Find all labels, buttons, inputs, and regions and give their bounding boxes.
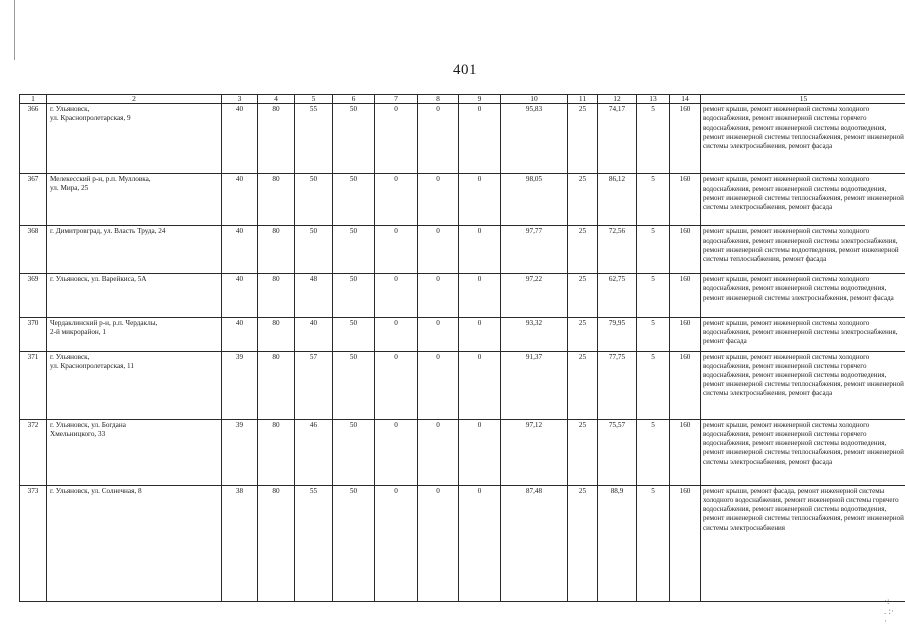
criterion-9-cell: 0 <box>459 174 501 226</box>
row-number: 373 <box>20 485 47 601</box>
address-line: 2-й микрорайон, 1 <box>50 328 106 336</box>
table-row <box>20 274 905 318</box>
criterion-11-cell: 25 <box>568 226 598 274</box>
criterion-7-cell: 0 <box>375 485 418 601</box>
criterion-3-cell: 39 <box>222 351 258 419</box>
address-cell <box>47 226 222 274</box>
criterion-6-cell: 50 <box>333 351 375 419</box>
table-row <box>20 485 905 601</box>
criterion-8-cell: 0 <box>418 104 459 174</box>
criterion-7-cell: 0 <box>375 274 418 318</box>
criterion-14-cell: 160 <box>670 104 701 174</box>
criterion-7-cell: 0 <box>375 317 418 351</box>
criterion-13-cell: 5 <box>637 351 670 419</box>
address-cell <box>47 485 222 601</box>
criterion-11-cell: 25 <box>568 104 598 174</box>
criterion-4-cell: 80 <box>258 317 295 351</box>
criterion-10-cell: 98,05 <box>501 174 568 226</box>
address-line: г. Ульяновск, <box>50 105 90 114</box>
column-number-8: 8 <box>418 95 459 104</box>
criterion-9-cell: 0 <box>459 317 501 351</box>
scan-noise: ·: . :· · <box>884 596 894 626</box>
criterion-8-cell: 0 <box>418 351 459 419</box>
criterion-12-cell: 74,17 <box>598 104 637 174</box>
row-number: 371 <box>20 351 47 419</box>
criterion-10-cell: 97,22 <box>501 274 568 318</box>
table-row <box>20 226 905 274</box>
criterion-4-cell: 80 <box>258 174 295 226</box>
page-number: 401 <box>453 62 477 78</box>
criterion-5-cell: 50 <box>295 174 333 226</box>
criterion-9-cell: 0 <box>459 274 501 318</box>
column-number-10: 10 <box>501 95 568 104</box>
criterion-8-cell: 0 <box>418 174 459 226</box>
criterion-13-cell: 5 <box>637 317 670 351</box>
criterion-11-cell: 25 <box>568 485 598 601</box>
criterion-6-cell: 50 <box>333 485 375 601</box>
criterion-9-cell: 0 <box>459 104 501 174</box>
criterion-7-cell: 0 <box>375 104 418 174</box>
table-row <box>20 351 905 419</box>
criterion-14-cell: 160 <box>670 226 701 274</box>
column-number-2: 2 <box>47 95 222 104</box>
criterion-14-cell: 160 <box>670 485 701 601</box>
criterion-5-cell: 55 <box>295 485 333 601</box>
criterion-9-cell: 0 <box>459 419 501 485</box>
criterion-5-cell: 50 <box>295 226 333 274</box>
address-cell <box>47 104 222 174</box>
criterion-6-cell: 50 <box>333 104 375 174</box>
criterion-4-cell: 80 <box>258 104 295 174</box>
criterion-14-cell: 160 <box>670 274 701 318</box>
works-list-cell: ремонт крыши, ремонт инженерной системы холодного водоснабжения, ремонт инженерной системы горячего водоснабжения, ремонт инженерной системы водоотведения, ремонт инженерной системы теплоснабжения, ремонт инженерной системы электроснабжения, ремонт фасада <box>701 104 905 174</box>
criterion-3-cell: 38 <box>222 485 258 601</box>
column-number-3: 3 <box>222 95 258 104</box>
address-line: ул. Мира, 25 <box>50 184 89 193</box>
criterion-10-cell: 93,32 <box>501 317 568 351</box>
criterion-5-cell: 55 <box>295 104 333 174</box>
criterion-5-cell: 46 <box>295 419 333 485</box>
criterion-5-cell: 40 <box>295 317 333 351</box>
works-list-cell: ремонт крыши, ремонт инженерной системы холодного водоснабжения, ремонт инженерной системы горячего водоснабжения, ремонт инженерной системы водоотведения, ремонт инженерной системы теплоснабжения, ремонт инженерной системы электроснабжения, ремонт фасада <box>701 419 905 485</box>
row-number: 367 <box>20 174 47 226</box>
row-number: 366 <box>20 104 47 174</box>
criterion-12-cell: 88,9 <box>598 485 637 601</box>
criterion-8-cell: 0 <box>418 485 459 601</box>
address-cell <box>47 274 222 318</box>
criterion-9-cell: 0 <box>459 351 501 419</box>
address-line: Мелекесский р-н, р.п. Мулловка, <box>50 175 151 184</box>
criterion-3-cell: 40 <box>222 104 258 174</box>
address-line: г. Ульяновск, <box>50 352 90 361</box>
criterion-11-cell: 25 <box>568 317 598 351</box>
address-line: ул. Краснопролетарская, 11 <box>50 361 134 370</box>
column-numbers-row <box>20 95 905 104</box>
criterion-12-cell: 77,75 <box>598 351 637 419</box>
criterion-8-cell: 0 <box>418 274 459 318</box>
criterion-6-cell: 50 <box>333 174 375 226</box>
criterion-10-cell: 87,48 <box>501 485 568 601</box>
criterion-13-cell: 5 <box>637 104 670 174</box>
address-line: г. Димитровград, ул. Власть Труда, 24 <box>50 227 166 236</box>
table-row <box>20 104 905 174</box>
houses-registry-table <box>19 94 905 602</box>
criterion-5-cell: 57 <box>295 351 333 419</box>
criterion-13-cell: 5 <box>637 485 670 601</box>
works-list-cell: ремонт крыши, ремонт инженерной системы холодного водоснабжения, ремонт инженерной системы водоотведения, ремонт инженерной системы теплоснабжения, ремонт инженерной системы электроснабжения, ремонт фасада <box>701 174 905 226</box>
address-line: ул. Краснопролетарская, 9 <box>50 114 131 123</box>
criterion-3-cell: 40 <box>222 226 258 274</box>
works-list-cell: ремонт крыши, ремонт инженерной системы холодного водоснабжения, ремонт инженерной системы водоотведения, ремонт инженерной системы электроснабжения, ремонт фасада <box>701 274 905 318</box>
column-number-12: 12 <box>598 95 637 104</box>
criterion-14-cell: 160 <box>670 419 701 485</box>
column-number-6: 6 <box>333 95 375 104</box>
criterion-3-cell: 39 <box>222 419 258 485</box>
column-number-13: 13 <box>637 95 670 104</box>
address-cell <box>47 317 222 351</box>
criterion-12-cell: 75,57 <box>598 419 637 485</box>
column-number-1: 1 <box>20 95 47 104</box>
address-line: Чердаклинский р-н, р.п. Чердаклы, <box>50 318 158 327</box>
criterion-8-cell: 0 <box>418 419 459 485</box>
criterion-4-cell: 80 <box>258 419 295 485</box>
criterion-14-cell: 160 <box>670 174 701 226</box>
criterion-3-cell: 40 <box>222 317 258 351</box>
criterion-10-cell: 95,83 <box>501 104 568 174</box>
criterion-4-cell: 80 <box>258 226 295 274</box>
criterion-9-cell: 0 <box>459 226 501 274</box>
criterion-6-cell: 50 <box>333 274 375 318</box>
criterion-11-cell: 25 <box>568 174 598 226</box>
table-row <box>20 419 905 485</box>
criterion-6-cell: 50 <box>333 419 375 485</box>
criterion-12-cell: 79,95 <box>598 317 637 351</box>
criterion-3-cell: 40 <box>222 274 258 318</box>
column-number-7: 7 <box>375 95 418 104</box>
criterion-13-cell: 5 <box>637 419 670 485</box>
criterion-13-cell: 5 <box>637 226 670 274</box>
criterion-8-cell: 0 <box>418 317 459 351</box>
table-row <box>20 174 905 226</box>
address-line: г. Ульяновск, ул. Богдана <box>50 420 126 429</box>
criterion-4-cell: 80 <box>258 485 295 601</box>
criterion-7-cell: 0 <box>375 174 418 226</box>
criterion-4-cell: 80 <box>258 274 295 318</box>
criterion-7-cell: 0 <box>375 351 418 419</box>
criterion-9-cell: 0 <box>459 485 501 601</box>
works-list-cell: ремонт крыши, ремонт инженерной системы холодного водоснабжения, ремонт инженерной системы электроснабжения, ремонт инженерной системы водоотведения, ремонт инженерной системы теплоснабжения, ремонт фасада <box>701 226 905 274</box>
address-cell <box>47 351 222 419</box>
criterion-8-cell: 0 <box>418 226 459 274</box>
column-number-4: 4 <box>258 95 295 104</box>
criterion-11-cell: 25 <box>568 419 598 485</box>
address-cell <box>47 174 222 226</box>
column-number-9: 9 <box>459 95 501 104</box>
criterion-10-cell: 91,37 <box>501 351 568 419</box>
criterion-10-cell: 97,77 <box>501 226 568 274</box>
criterion-6-cell: 50 <box>333 226 375 274</box>
criterion-12-cell: 62,75 <box>598 274 637 318</box>
row-number: 370 <box>20 317 47 351</box>
works-list-cell: ремонт крыши, ремонт фасада, ремонт инженерной системы холодного водоснабжения, ремонт инженерной системы горячего водоснабжения, ремонт инженерной системы водоотведения, ремонт инженерной системы теплоснабжения, ремонт инженерной системы электроснабжения <box>701 485 905 601</box>
address-line: Хмельницкого, 33 <box>50 429 106 438</box>
column-number-11: 11 <box>568 95 598 104</box>
row-number: 369 <box>20 274 47 318</box>
criterion-14-cell: 160 <box>670 317 701 351</box>
criterion-7-cell: 0 <box>375 226 418 274</box>
column-number-15: 15 <box>701 95 905 104</box>
criterion-4-cell: 80 <box>258 351 295 419</box>
criterion-10-cell: 97,12 <box>501 419 568 485</box>
scan-edge-mark <box>14 0 15 60</box>
table-row <box>20 317 905 351</box>
criterion-13-cell: 5 <box>637 274 670 318</box>
criterion-13-cell: 5 <box>637 174 670 226</box>
row-number: 372 <box>20 419 47 485</box>
works-list-cell: ремонт крыши, ремонт инженерной системы холодного водоснабжения, ремонт инженерной системы электроснабжения, ремонт фасада <box>701 317 905 351</box>
row-number: 368 <box>20 226 47 274</box>
criterion-6-cell: 50 <box>333 317 375 351</box>
address-line: г. Ульяновск, ул. Варейкиса, 5А <box>50 275 147 284</box>
criterion-14-cell: 160 <box>670 351 701 419</box>
criterion-7-cell: 0 <box>375 419 418 485</box>
works-list-cell: ремонт крыши, ремонт инженерной системы холодного водоснабжения, ремонт инженерной системы горячего водоснабжения, ремонт инженерной системы водоотведения, ремонт инженерной системы теплоснабжения, ремонт инженерной системы электроснабжения, ремонт фасада <box>701 351 905 419</box>
criterion-3-cell: 40 <box>222 174 258 226</box>
criterion-5-cell: 48 <box>295 274 333 318</box>
criterion-12-cell: 86,12 <box>598 174 637 226</box>
address-cell <box>47 419 222 485</box>
criterion-11-cell: 25 <box>568 274 598 318</box>
criterion-11-cell: 25 <box>568 351 598 419</box>
address-line: г. Ульяновск, ул. Солнечная, 8 <box>50 486 142 495</box>
column-number-5: 5 <box>295 95 333 104</box>
column-number-14: 14 <box>670 95 701 104</box>
criterion-12-cell: 72,56 <box>598 226 637 274</box>
